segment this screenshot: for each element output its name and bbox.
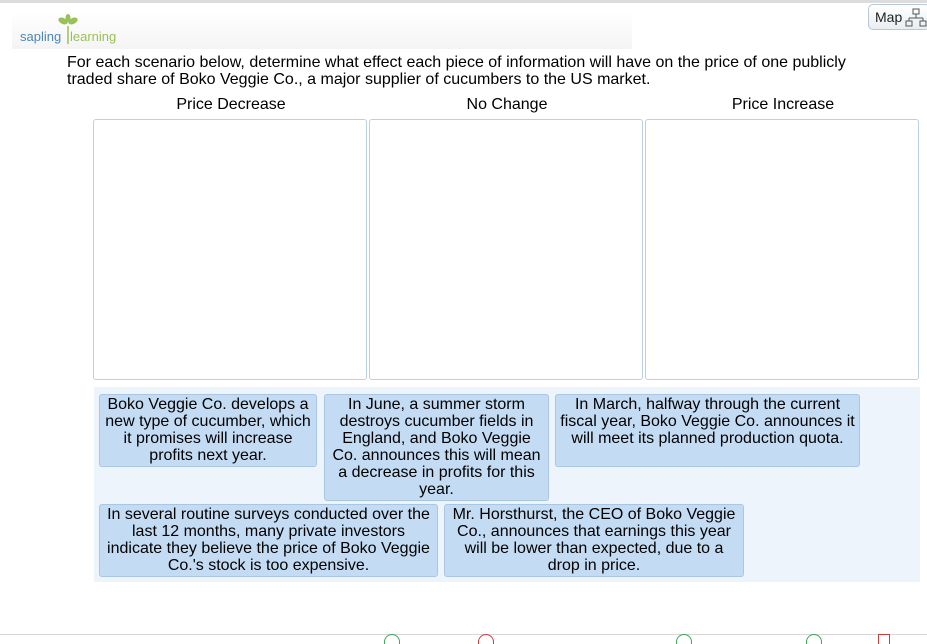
draggable-card[interactable]: In several routine surveys conducted over the last 12 months, many private investors indicate they believe the price of Boko Veggie Co.'s stock is too expensive. (99, 504, 438, 577)
map-button[interactable] (868, 4, 927, 30)
drop-zone-price-decrease[interactable] (93, 119, 367, 380)
logo-word-learning: learning (70, 29, 117, 44)
draggable-card[interactable]: In June, a summer storm destroys cucumber fields in England, and Boko Veggie Co. announces this will mean a decrease in profits for this year. (324, 394, 549, 501)
drop-zone-price-increase[interactable] (645, 119, 919, 380)
column-heading-price-increase: Price Increase (731, 96, 835, 113)
column-heading-price-decrease: Price Decrease (176, 96, 286, 113)
logo-word-sapling: sapling (20, 29, 62, 44)
give-up-icon[interactable] (478, 634, 494, 644)
column-heading-no-change: No Change (466, 96, 548, 113)
hint-icon[interactable] (676, 634, 692, 644)
draggable-card[interactable]: Boko Veggie Co. develops a new type of cucumber, which it promises will increase profits next year. (99, 394, 317, 467)
footer-divider (0, 634, 927, 635)
sapling-learning-logo (20, 14, 130, 48)
next-icon[interactable] (806, 634, 822, 644)
draggable-card[interactable]: Mr. Horsthurst, the CEO of Boko Veggie Co., announces that earnings this year will be lower than expected, due to a drop in price. (444, 504, 744, 577)
check-answer-icon[interactable] (384, 634, 400, 644)
question-prompt: For each scenario below, determine what effect each piece of information will have on the price of one publicly traded share of Boko Veggie Co., a major supplier of cucumbers to the US market. (67, 54, 846, 88)
sitemap-icon (905, 8, 927, 28)
report-icon[interactable] (878, 634, 890, 644)
drop-zone-no-change[interactable] (369, 119, 643, 380)
map-button-label: Map (875, 9, 903, 25)
top-border (0, 0, 927, 3)
draggable-card[interactable]: In March, halfway through the current fiscal year, Boko Veggie Co. announces it will meet its planned production quota. (555, 394, 860, 467)
